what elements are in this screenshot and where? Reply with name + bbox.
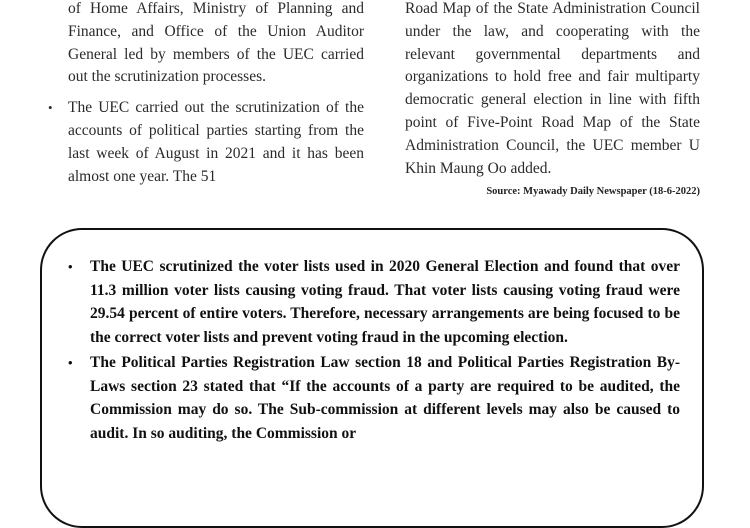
highlight-item-text: The UEC scrutinized the voter lists used in 2020 General Election and found that over 11.3 million voter lists causing voting fraud. That voter lists causing voting fraud were 29.54 percent of entire voters. Therefore, necessary arrangements are being focused to be the correct voter lists and prevent voting fraud in the upcoming election. (90, 258, 680, 346)
left-bullet-text: The UEC carried out the scrutinization of the accounts of political parties starting from the last week of August in 2021 and it has been almost one year. The 51 (68, 99, 364, 185)
left-continuation-paragraph (48, 0, 364, 89)
right-continuation-paragraph (385, 0, 700, 180)
left-column (48, 0, 364, 188)
highlight-box-content (68, 255, 680, 447)
right-column (385, 0, 700, 180)
bullet-icon: • (68, 259, 73, 274)
source-citation: Source: Myawady Daily Newspaper (18-6-2022) (486, 186, 700, 197)
left-continuation-text: of Home Affairs, Ministry of Planning and Finance, and Office of the Union Auditor General led by members of the UEC carried out the scrutinization processes. (68, 0, 364, 86)
highlight-item-text: The Political Parties Registration Law section 18 and Political Parties Registration By-Laws section 23 stated that “If the accounts of a party are required to be audited, the Commission may do so. The Sub-commission at different levels may also be caused to audit. In so auditing, the Commission or (90, 354, 680, 442)
bullet-icon: • (48, 100, 53, 116)
left-bullet-paragraph (48, 97, 364, 188)
right-continuation-text: Road Map of the State Administration Council under the law, and cooperating with the relevant governmental departments and organizations to hold free and fair multiparty democratic general election in line with fifth point of Five-Point Road Map of the State Administration Council, the UEC member U Khin Maung Oo added. (405, 0, 700, 177)
highlight-item-voter-lists (68, 255, 680, 349)
bullet-icon: • (68, 355, 73, 370)
highlight-item-registration-law (68, 351, 680, 445)
